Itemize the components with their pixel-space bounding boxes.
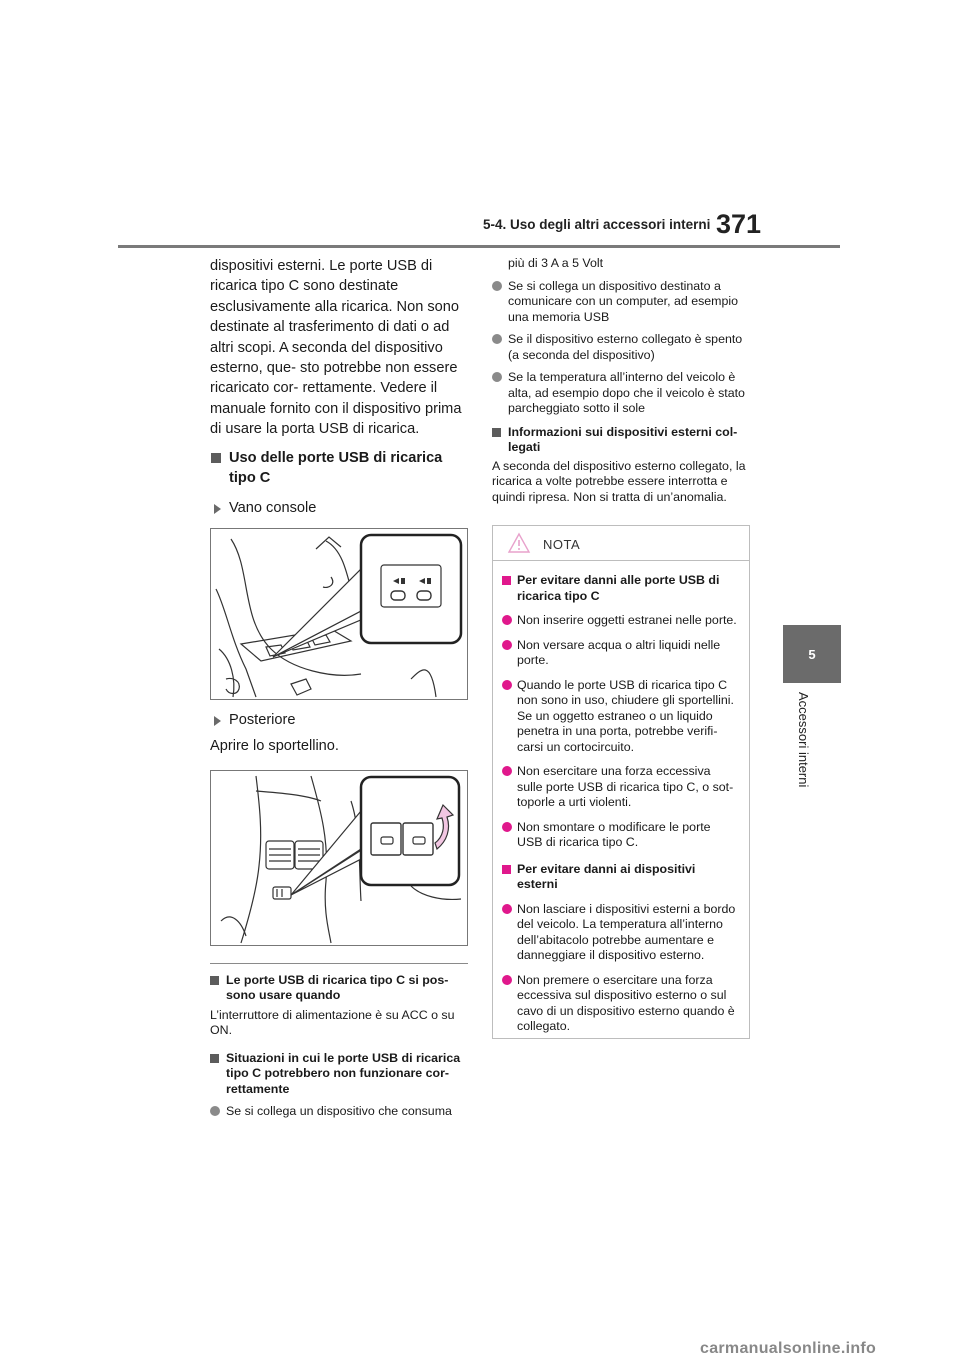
heading-square-icon [210, 1054, 219, 1063]
bullet-dot-icon [492, 334, 502, 344]
note2-bullet-1 [210, 1104, 468, 1120]
heading-square-icon [211, 453, 221, 463]
heading-square-icon [210, 976, 219, 985]
nota-body [493, 561, 749, 1035]
nota-title: NOTA [543, 537, 581, 552]
section-title: 5-4. Uso degli altri accessori interni [483, 217, 711, 232]
nota-item [502, 902, 737, 964]
arrow-right-icon [214, 716, 221, 726]
nota-item [502, 764, 737, 811]
nota-item-text: Non smontare o modificare le porte USB di ricarica tipo C. [517, 819, 711, 849]
usb-usage-heading-text: Uso delle porte USB di ricarica tipo C [229, 449, 443, 487]
usb-usage-heading [210, 448, 468, 489]
bullet-dot-icon [502, 640, 512, 650]
nota-item [502, 638, 737, 669]
nota-item-text: Non lasciare i dispositivi esterni a bordo del veicolo. La temperatura all’interno dell’abitacolo potrebbe aumentare e danneggiare il dispositivo esterno. [517, 901, 736, 962]
notes-divider [210, 963, 468, 964]
nota-heading-1-text: Per evitare danni alle porte USB di ricarica tipo C [517, 573, 720, 603]
left-column [210, 256, 468, 1120]
bullet-4 [492, 370, 750, 417]
rear-instruction: Aprire lo sportellino. [210, 738, 339, 755]
bullet-2 [492, 279, 750, 326]
bullet-3 [492, 332, 750, 363]
bullet-dot-icon [210, 1106, 220, 1116]
note2-bullet-1-text: Se si collega un dispositivo che consuma [226, 1104, 452, 1119]
heading-square-icon [502, 865, 511, 874]
nota-item-text: Non inserire oggetti estranei nelle porte. [517, 613, 737, 627]
note1-heading [210, 973, 468, 1004]
info-heading-text: Informazioni sui dispositivi esterni col- legati [508, 424, 738, 454]
right-column [492, 256, 750, 505]
bullet-dot-icon [502, 680, 512, 690]
bullet-dot-icon [502, 975, 512, 985]
console-usb-illustration [210, 528, 468, 700]
nota-header [493, 526, 749, 561]
nota-heading-2-text: Per evitare danni ai dispositivi esterni [517, 861, 696, 891]
console-usb-drawing [211, 529, 467, 699]
nota-box [492, 525, 750, 1039]
heading-square-icon [502, 576, 511, 585]
chapter-tab[interactable] [783, 625, 841, 683]
rear-usb-illustration [210, 770, 468, 946]
bullet-3-text: Se il dispositivo esterno collegato è spento (a seconda del dispositivo) [508, 332, 743, 362]
bullet-dot-icon [492, 372, 502, 382]
intro-paragraph: dispositivi esterni. Le porte USB di ricarica tipo C sono destinate esclusivamente alla ricarica. Non sono destinate al trasferimento di dati o ad altri scopi. A seconda del dispositivo esterno, que- sto potrebbe non essere ricaricato cor- rettamente. Vedere il manuale fornito con il dispositivo prima di usare la porta USB di ricarica. [210, 258, 462, 438]
nota-item-text: Quando le porte USB di ricarica tipo C non sono in uso, chiudere gli sportellini. Se un oggetto estraneo o un liquido penetra in una porta, potrebbe verifi- carsi un cortocircuito. [517, 677, 734, 754]
bullet-dot-icon [502, 615, 512, 625]
nota-item [502, 613, 737, 629]
nota-item-text: Non premere o esercitare una forza eccessiva sul dispositivo esterno o sul cavo di un dispositivo esterno quando è collegato. [517, 972, 735, 1033]
bullet-dot-icon [502, 904, 512, 914]
heading-square-icon [492, 428, 501, 437]
rear-usb-drawing [211, 771, 467, 945]
note1-text: L’interruttore di alimentazione è su ACC o su ON. [210, 1007, 455, 1038]
nota-item [502, 973, 737, 1035]
nota-item [502, 820, 737, 851]
bullet-2-text: Se si collega un dispositivo destinato a comunicare con un computer, ad esempio una memoria USB [508, 278, 739, 324]
bullet-dot-icon [502, 822, 512, 832]
chapter-label: Accessori interni [796, 692, 811, 788]
bullet-dot-icon [502, 766, 512, 776]
bullet1-continuation: più di 3 A a 5 Volt [508, 256, 604, 270]
nota-heading-2 [502, 862, 737, 893]
footer-watermark: carmanualsonline.info [700, 1340, 877, 1357]
info-heading [492, 425, 750, 456]
nota-item-text: Non esercitare una forza eccessiva sulle porte USB di ricarica tipo C, o sot- toporle a urti violenti. [517, 764, 734, 809]
console-label-text: Vano console [229, 500, 317, 517]
rear-label-text: Posteriore [229, 711, 296, 728]
page-number: 371 [716, 209, 762, 239]
console-label [210, 498, 468, 518]
note2-heading-text: Situazioni in cui le porte USB di ricarica tipo C potrebbero non funzionare cor- rettamente [226, 1050, 461, 1096]
note1-heading-text: Le porte USB di ricarica tipo C si pos- sono usare quando [226, 972, 449, 1003]
warning-triangle-icon [507, 532, 531, 554]
rear-label [210, 710, 468, 730]
nota-item [502, 678, 737, 756]
bullet-4-text: Se la temperatura all’interno del veicolo è alta, ad esempio dopo che il veicolo è stato parcheggiato sotto il sole [508, 370, 745, 415]
info-text: A seconda del dispositivo esterno collegato, la ricarica a volte potrebbe essere interrotta e quindi ripresa. Non si tratta di un’anomalia. [492, 458, 746, 504]
nota-item-text: Non versare acqua o altri liquidi nelle porte. [517, 637, 721, 667]
note2-heading [210, 1051, 468, 1098]
nota-heading-1 [502, 573, 737, 604]
chapter-number: 5 [808, 646, 816, 662]
header-divider [118, 245, 840, 248]
arrow-right-icon [214, 504, 221, 514]
bullet-dot-icon [492, 281, 502, 291]
